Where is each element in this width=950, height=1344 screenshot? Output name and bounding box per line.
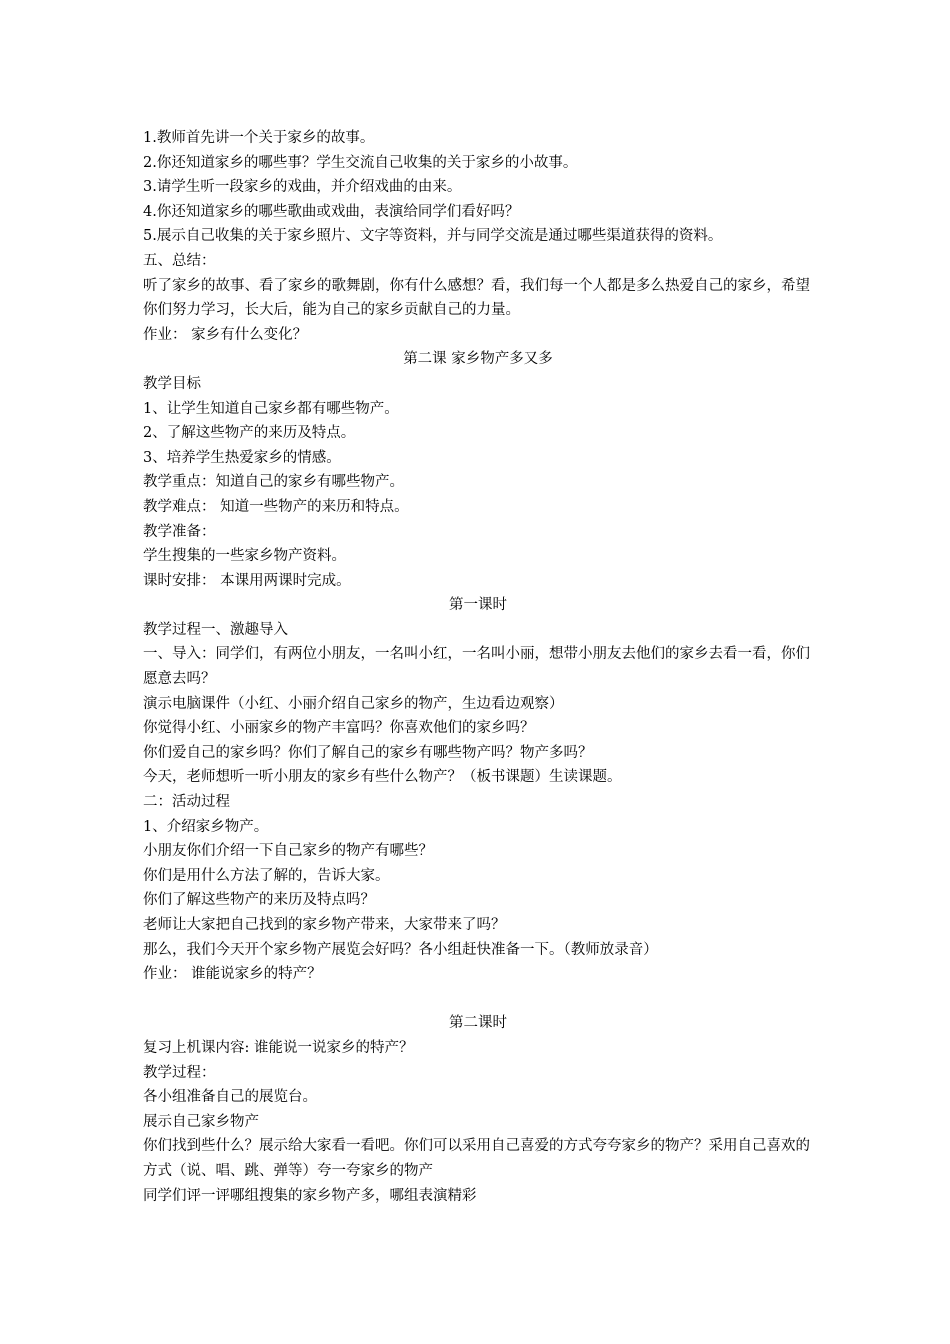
text-line: 那么，我们今天开个家乡物产展览会好吗？各小组赶快准备一下。（教师放录音） [143,941,658,958]
blank-line [143,987,813,1012]
text-line: 5.展示自己收集的关于家乡照片、文字等资料，并与同学交流是通过哪些渠道获得的资料。 [143,228,723,245]
text-line: 1.教师首先讲一个关于家乡的故事。 [143,130,375,146]
section-heading: 教学过程一、激趣导入 [143,621,288,638]
text-line: 教学难点： 知道一些物产的来历和特点。 [143,498,409,515]
text-paragraph: 一、导入：同学们，有两位小朋友，一名叫小红，一名叫小丽，想带小朋友去他们的家乡去看一看，你们愿意去吗？ [143,646,810,688]
period-title: 第二课时 [449,1015,507,1032]
text-line: 课时安排： 本课用两课时完成。 [143,572,351,589]
text-line: 老师让大家把自己找到的家乡物产带来，大家带来了吗？ [143,917,506,933]
text-line: 展示自己家乡物产 [143,1113,259,1130]
text-line: 你们了解这些物产的来历及特点吗？ [143,892,375,909]
text-line: 2、了解这些物产的来历及特点。 [143,425,356,442]
section-heading: 教学目标 [143,375,201,392]
text-line: 2.你还知道家乡的哪些事？学生交流自己收集的关于家乡的小故事。 [143,154,578,171]
text-line: 小朋友你们介绍一下自己家乡的物产有哪些？ [143,843,433,860]
text-line: 你觉得小红、小丽家乡的物产丰富吗？你喜欢他们的家乡吗？ [143,720,535,737]
text-line: 你们是用什么方法了解的，告诉大家。 [143,867,390,884]
text-line: 演示电脑课件（小红、小丽介绍自己家乡的物产，生边看边观察） [143,695,564,712]
text-line: 今天，老师想听一听小朋友的家乡有些什么物产？（板书课题）生读课题。 [143,769,622,786]
text-line: 1、介绍家乡物产。 [143,818,269,835]
text-paragraph: 你们找到些什么？展示给大家看一看吧。你们可以采用自己喜爱的方式夸夸家乡的物产？采用自己喜欢的方式（说、唱、跳、弹等）夸一夸家乡的物产 [143,1138,810,1179]
homework-line: 作业： 谁能说家乡的特产？ [143,966,322,983]
text-line: 同学们评一评哪组搜集的家乡物产多，哪组表演精彩 [143,1187,477,1204]
period-title: 第一课时 [449,597,507,614]
section-heading: 教学过程： [143,1064,216,1081]
text-line: 4.你还知道家乡的哪些歌曲或戏曲，表演给同学们看好吗？ [143,203,520,220]
homework-line: 作业： 家乡有什么变化？ [143,326,308,343]
section-heading: 五、总结： [143,252,216,269]
section-heading: 二：活动过程 [143,794,230,811]
document-body [143,126,813,1208]
text-paragraph: 听了家乡的故事、看了家乡的歌舞剧，你有什么感想？看，我们每一个人都是多么热爱自己的家乡，希望你们努力学习，长大后，能为自己的家乡贡献自己的力量。 [143,277,810,319]
text-line: 复习上机课内容: 谁能说一说家乡的特产？ [143,1039,414,1056]
text-line: 3.请学生听一段家乡的戏曲，并介绍戏曲的由来。 [143,179,462,196]
text-line: 学生搜集的一些家乡物产资料。 [143,548,346,565]
section-heading: 教学准备： [143,523,216,540]
text-line: 你们爱自己的家乡吗？你们了解自己的家乡有哪些物产吗？物产多吗？ [143,744,593,761]
text-line: 各小组准备自己的展览台。 [143,1089,317,1106]
text-line: 3、培养学生热爱家乡的情感。 [143,449,341,466]
lesson-title: 第二课 家乡物产多又多 [403,351,553,368]
text-line: 1、让学生知道自己家乡都有哪些物产。 [143,400,399,417]
text-line: 教学重点：知道自己的家乡有哪些物产。 [143,474,404,491]
